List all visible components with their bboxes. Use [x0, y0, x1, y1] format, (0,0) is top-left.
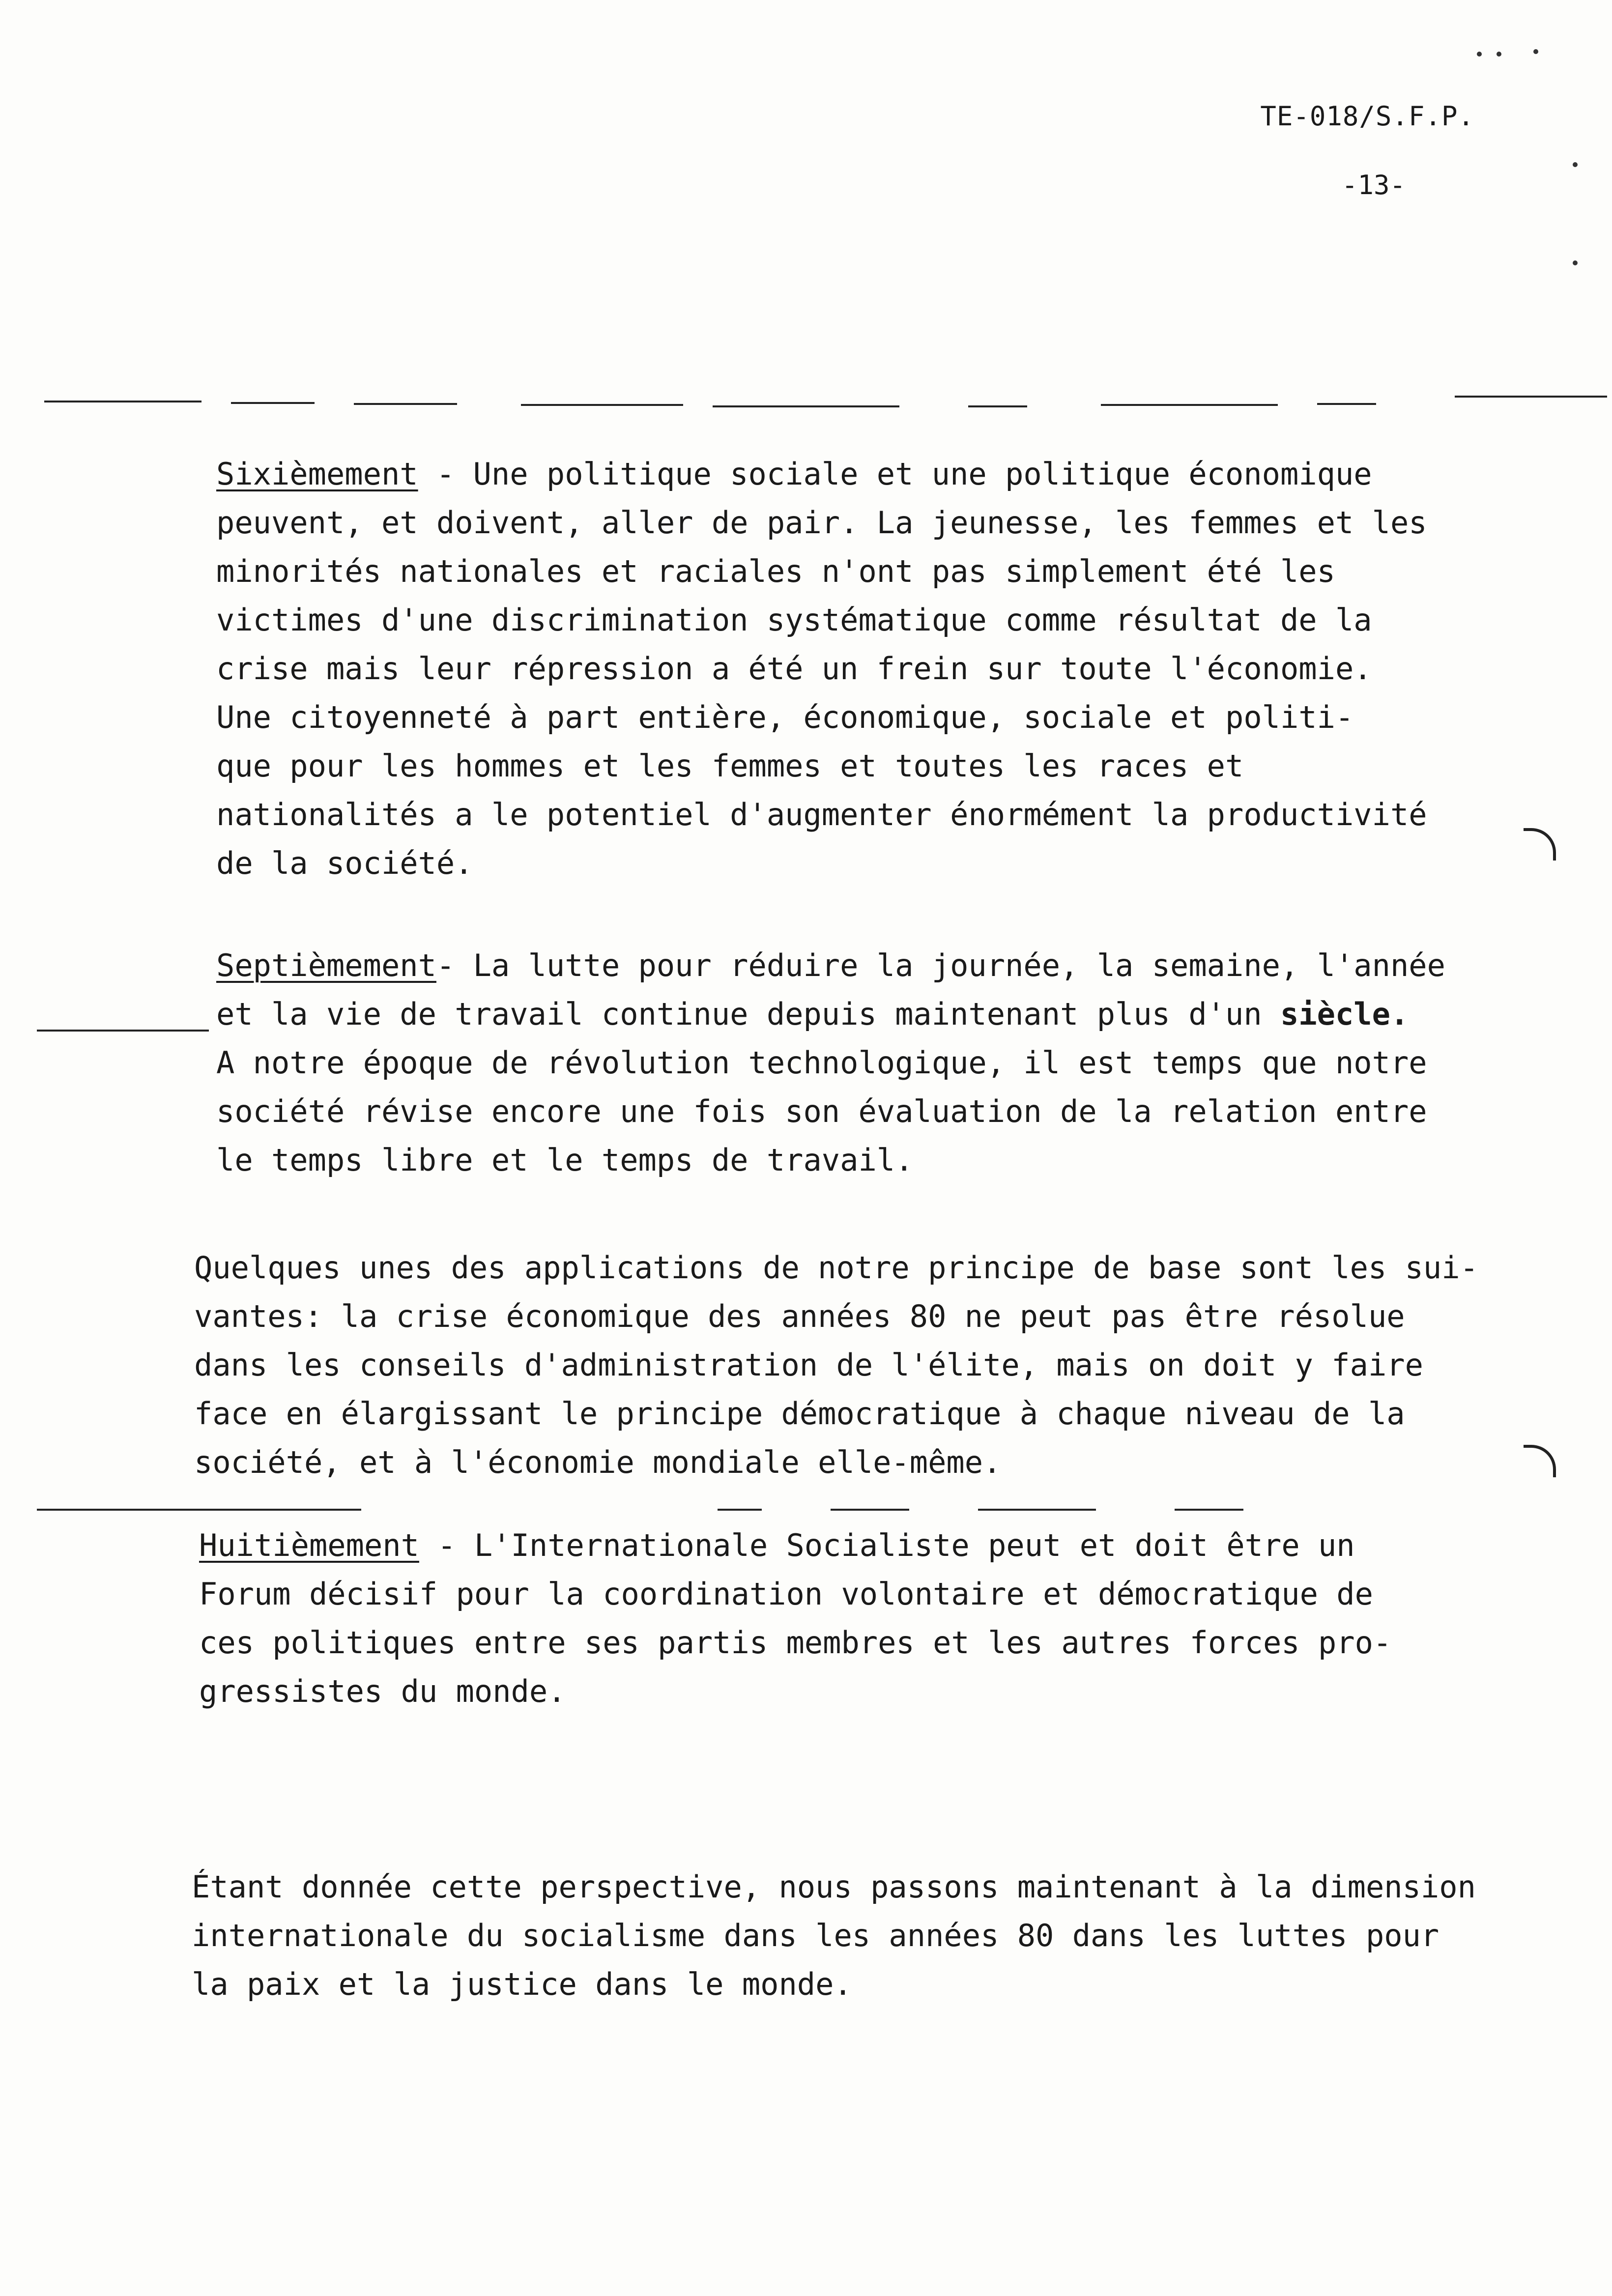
separator-rule: [968, 405, 1027, 407]
text-line: victimes d'une discrimination systématique comme résultat de la: [216, 602, 1372, 638]
text-line: internationale du socialisme dans les années 80 dans les luttes pour: [192, 1918, 1439, 1953]
text-line: Forum décisif pour la coordination volontaire et démocratique de: [199, 1576, 1373, 1612]
margin-rule: [37, 1030, 209, 1032]
scan-speck: [1497, 52, 1501, 57]
text-line: gressistes du monde.: [199, 1673, 566, 1709]
text-line: face en élargissant le principe démocratique à chaque niveau de la: [194, 1396, 1405, 1432]
text-line: société, et à l'économie mondiale elle-même.: [194, 1444, 1002, 1480]
bold-word: siècle.: [1280, 996, 1409, 1032]
section-heading: Sixièmement: [216, 456, 418, 492]
separator-rule: [521, 404, 683, 406]
text-line: - La lutte pour réduire la journée, la semaine, l'année: [436, 947, 1445, 983]
section-heading: Septièmement: [216, 947, 436, 983]
scan-speck: [1573, 260, 1578, 265]
text-line: la paix et la justice dans le monde.: [192, 1966, 852, 2002]
separator-rule: [231, 402, 315, 404]
page-number: -13-: [1341, 170, 1406, 201]
separator-rule: [1455, 396, 1607, 398]
separator-rule: [831, 1509, 909, 1511]
separator-rule: [718, 1509, 762, 1511]
separator-rule: [1101, 404, 1278, 406]
text-line: ces politiques entre ses partis membres et les autres forces pro-: [199, 1625, 1392, 1661]
text-line: Une citoyenneté à part entière, économique, sociale et politi-: [216, 699, 1354, 735]
text-line: A notre époque de révolution technologique, il est temps que notre: [216, 1045, 1427, 1081]
separator-rule: [44, 401, 202, 402]
paragraph-septiemement: [216, 941, 1445, 1184]
paragraph-sixiemement: [216, 450, 1427, 888]
text-line: - Une politique sociale et une politique économique: [418, 456, 1372, 492]
document-reference: TE-018/S.F.P.: [1260, 101, 1474, 132]
text-line: minorités nationales et raciales n'ont pas simplement été les: [216, 553, 1335, 589]
text-line: Étant donnée cette perspective, nous passons maintenant à la dimension: [192, 1869, 1476, 1905]
text-line: crise mais leur répression a été un frein sur toute l'économie.: [216, 651, 1372, 687]
separator-rule: [1317, 403, 1376, 405]
text-line: - L'Internationale Socialiste peut et doit être un: [419, 1527, 1355, 1563]
separator-rule: [713, 405, 899, 407]
scan-speck: [1477, 52, 1482, 57]
text-line: le temps libre et le temps de travail.: [216, 1142, 914, 1178]
text-line: peuvent, et doivent, aller de pair. La jeunesse, les femmes et les: [216, 505, 1427, 541]
separator-rule: [978, 1509, 1096, 1511]
scan-speck: [1573, 162, 1578, 167]
paragraph-huitiemement: [199, 1521, 1391, 1716]
separator-rule: [37, 1509, 361, 1511]
text-line: vantes: la crise économique des années 80 ne peut pas être résolue: [194, 1298, 1405, 1334]
paragraph-conclusion: [192, 1863, 1476, 2009]
margin-mark: [1524, 828, 1556, 861]
margin-mark: [1524, 1445, 1556, 1477]
text-line: dans les conseils d'administration de l'élite, mais on doit y faire: [194, 1347, 1423, 1383]
separator-rule: [354, 403, 457, 405]
text-line: Quelques unes des applications de notre principe de base sont les sui-: [194, 1250, 1478, 1286]
paragraph-applications: [194, 1243, 1478, 1487]
text-line: que pour les hommes et les femmes et toutes les races et: [216, 748, 1244, 784]
text-line: nationalités a le potentiel d'augmenter énormément la productivité: [216, 797, 1427, 832]
scan-speck: [1533, 49, 1538, 54]
text-line: de la société.: [216, 845, 473, 881]
section-heading: Huitièmement: [199, 1527, 419, 1563]
separator-rule: [1175, 1509, 1243, 1511]
text-line: société révise encore une fois son évaluation de la relation entre: [216, 1093, 1427, 1129]
text-line: et la vie de travail continue depuis maintenant plus d'un: [216, 996, 1280, 1032]
